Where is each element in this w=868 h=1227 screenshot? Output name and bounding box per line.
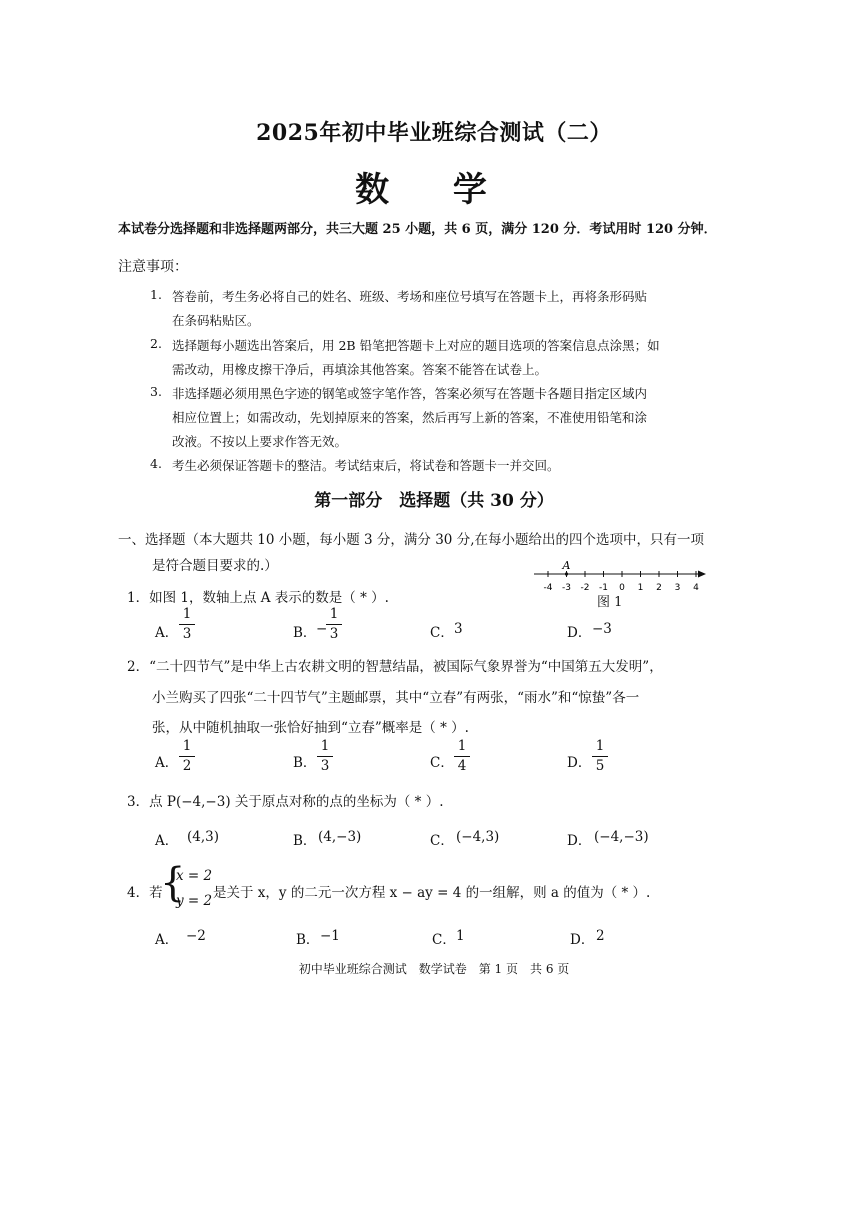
q2-option-a-letter: A． (155, 755, 179, 771)
q1-option-c-letter: C． (430, 625, 454, 641)
number-line-tick-label: 4 (693, 583, 699, 593)
q2-option-d-letter: D． (567, 755, 592, 771)
q2-option-b-fraction (317, 740, 333, 773)
q4-option-b-letter: B． (296, 932, 320, 948)
fraction-numerator: 1 (182, 738, 192, 754)
q1-option-a-letter: A． (155, 625, 179, 641)
notice-item-line: 答卷前，考生务必将自己的姓名、班级、考场和座位号填写在答题卡上，再将条形码贴 (172, 289, 648, 304)
notice-item-line: 需改动，用橡皮擦干净后，再填涂其他答案。答案不能答在试卷上。 (172, 362, 548, 377)
fraction-denominator: 3 (329, 625, 339, 642)
q4-option-c-letter: C． (432, 932, 456, 948)
fraction-bar (592, 756, 608, 757)
number-line-tick-label: -4 (543, 583, 553, 593)
question-4-prefix: 4．若 (127, 885, 163, 901)
notice-item-line: 选择题每小题选出答案后，用 2B 铅笔把答题卡上对应的题目选项的答案信息点涂黑；如 (172, 338, 660, 353)
notice-item-number: 2. (150, 336, 162, 351)
fraction-bar (179, 756, 195, 757)
page-footer: 初中毕业班综合测试 数学试卷 第 1 页 共 6 页 (298, 962, 570, 976)
fraction-numerator: 1 (320, 738, 330, 754)
q4-option-c-value: 1 (456, 928, 465, 944)
q4-option-a-letter: A． (155, 932, 179, 948)
q1-option-b-fraction (326, 608, 342, 641)
q3-option-c-value: (−4,3) (456, 829, 500, 845)
q1-option-b-letter: B． (293, 625, 317, 641)
q3-option-b-value: (4,−3) (318, 829, 362, 845)
q4-option-a-value: −2 (186, 928, 206, 944)
notice-item-line: 相应位置上；如需改动，先划掉原来的答案，然后再写上新的答案，不准使用铅笔和涂 (172, 410, 648, 425)
fraction-numerator: 1 (329, 606, 339, 622)
fraction-bar (317, 756, 333, 757)
notice-item-line: 改液。不按以上要求作答无效。 (172, 434, 348, 449)
q1-option-a-fraction (179, 608, 195, 641)
q2-option-c-letter: C． (430, 755, 454, 771)
number-line-tick-label: -1 (599, 583, 608, 593)
fraction-bar (326, 624, 342, 625)
question-2-line: 张，从中随机抽取一张恰好抽到“立春”概率是（ * ）. (152, 720, 469, 736)
number-line-tick-label: 1 (637, 583, 644, 593)
q3-option-a-letter: A． (155, 833, 179, 849)
q1-option-d-letter: D． (567, 625, 592, 641)
notice-item-number: 3. (150, 384, 162, 399)
q4-option-d-value: 2 (596, 928, 605, 944)
notice-item-number: 4. (150, 456, 162, 471)
fraction-numerator: 1 (457, 738, 467, 754)
fraction-numerator: 1 (182, 606, 192, 622)
q3-option-b-letter: B． (293, 833, 317, 849)
section-description: 一、选择题（本大题共 10 小题，每小题 3 分，满分 30 分,在每小题给出的四个选项中，只有一项 (118, 532, 704, 548)
q2-option-a-fraction (179, 740, 195, 773)
fraction-denominator: 4 (457, 757, 467, 774)
q3-option-d-value: (−4,−3) (594, 829, 649, 845)
q2-option-b-letter: B． (293, 755, 317, 771)
fraction-denominator: 2 (182, 757, 192, 774)
section-description-cont: 是符合题目要求的.） (152, 558, 278, 574)
notice-item-line: 在条码粘贴区。 (172, 313, 260, 328)
q3-option-a-value: (4,3) (187, 829, 220, 845)
question-3-stem: 3．点 P(−4,−3) 关于原点对称的点的坐标为（ * ）. (127, 794, 444, 810)
q2-option-d-fraction (592, 740, 608, 773)
notice-heading: 注意事项： (118, 259, 188, 275)
q1-option-c-value: 3 (454, 621, 463, 637)
q1-option-b-sign: − (316, 621, 328, 637)
section-title: 第一部分 选择题（共 30 分） (314, 491, 554, 511)
fraction-denominator: 5 (595, 757, 605, 774)
q4-option-d-letter: D． (570, 932, 595, 948)
notice-item-line: 考生必须保证答题卡的整洁。考试结束后，将试卷和答题卡一并交回。 (172, 458, 560, 473)
fraction-numerator: 1 (595, 738, 605, 754)
number-line-tick-label: 3 (674, 583, 681, 593)
number-line-tick-label: 2 (656, 583, 662, 593)
point-a-label: A (562, 560, 571, 572)
question-2-line: 小兰购买了四张“二十四节气”主题邮票，其中“立春”有两张，“雨水”和“惊蛰”各一 (152, 690, 640, 706)
notice-item-number: 1. (150, 287, 162, 302)
q4-option-b-value: −1 (320, 928, 340, 944)
number-line-tick-label: -2 (580, 583, 590, 593)
fraction-bar (454, 756, 470, 757)
fraction-bar (179, 624, 195, 625)
q4-equation-1: x = 2 (176, 868, 213, 884)
number-line-arrow (698, 571, 706, 578)
subject-title: 数 学 (355, 170, 513, 210)
fraction-denominator: 3 (182, 625, 192, 642)
question-2-line: 2．“二十四节气”是中华上古农耕文明的智慧结晶，被国际气象界誉为“中国第五大发明”， (127, 659, 663, 675)
fraction-denominator: 3 (320, 757, 330, 774)
question-4-stem: 是关于 x，y 的二元一次方程 x − ay = 4 的一组解，则 a 的值为（ * ）. (213, 885, 651, 901)
number-line-tick-label: -3 (562, 583, 571, 593)
q3-option-d-letter: D． (567, 833, 592, 849)
equation-system-brace: { (160, 860, 186, 906)
figure-caption: 图 1 (597, 595, 623, 610)
q3-option-c-letter: C． (430, 833, 454, 849)
point-a-marker (565, 572, 568, 575)
q4-equation-2: y = 2 (176, 893, 213, 909)
number-line-tick-label: 0 (619, 583, 625, 593)
exam-title: 2025年初中毕业班综合测试（二） (256, 120, 612, 146)
q1-option-d-value: −3 (592, 621, 612, 637)
q2-option-c-fraction (454, 740, 470, 773)
notice-item-line: 非选择题必须用黑色字迹的钢笔或签字笔作答，答案必须写在答题卡各题目指定区域内 (172, 386, 648, 401)
question-1-stem: 1．如图 1，数轴上点 A 表示的数是（ * ）. (127, 590, 389, 606)
exam-intro: 本试卷分选择题和非选择题两部分，共三大题 25 小题，共 6 页，满分 120 分．考试用时 120 分钟． (118, 222, 717, 237)
